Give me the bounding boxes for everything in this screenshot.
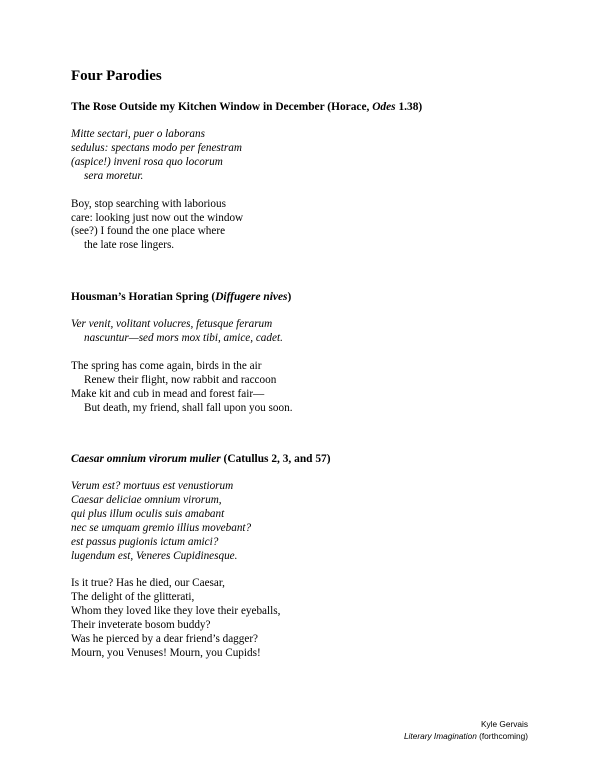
footer-status: (forthcoming) <box>476 731 528 741</box>
poem-title-part: ) <box>287 291 292 303</box>
english-line: Renew their flight, now rabbit and raccoon <box>84 373 277 386</box>
latin-line: sedulus: spectans modo per fenestram <box>71 141 242 154</box>
latin-line: lugendum est, Veneres Cupidinesque. <box>71 549 238 562</box>
poem-title-part: Diffugere nives <box>215 291 288 303</box>
english-line: But death, my friend, shall fall upon you soon. <box>84 401 293 414</box>
english-line: Whom they loved like they love their eyeballs, <box>71 605 281 618</box>
english-line: the late rose lingers. <box>84 239 175 252</box>
latin-stanza <box>71 128 541 184</box>
latin-line: est passus pugionis ictum amici? <box>71 535 219 548</box>
latin-line: Ver venit, volitant volucres, fetusque ferarum <box>71 318 273 330</box>
footer-publication <box>404 730 528 742</box>
latin-line: qui plus illum oculis suis amabant <box>71 507 225 520</box>
english-stanza <box>71 198 541 254</box>
poem-title <box>71 289 541 305</box>
poem-section <box>71 99 541 253</box>
page-title: Four Parodies <box>71 68 162 84</box>
poem-title-part: Caesar omnium virorum mulier <box>71 453 221 465</box>
poem-title-part: Housman’s Horatian Spring ( <box>71 291 216 303</box>
english-line: The spring has come again, birds in the air <box>71 359 262 372</box>
latin-stanza <box>71 318 541 346</box>
latin-line: Mitte sectari, puer o laborans <box>71 128 205 140</box>
poem-title-part: Odes <box>372 101 396 113</box>
english-line: Mourn, you Venuses! Mourn, you Cupids! <box>71 646 261 659</box>
latin-line: Caesar deliciae omnium virorum, <box>71 493 222 506</box>
footer-author: Kyle Gervais <box>480 719 528 729</box>
english-line: Make kit and cub in mead and forest fair— <box>71 387 265 400</box>
english-line: (see?) I found the one place where <box>71 225 226 238</box>
page-footer <box>404 718 528 742</box>
english-stanza <box>71 360 541 416</box>
latin-line: nascuntur—sed mors mox tibi, amice, cadet. <box>84 331 283 344</box>
english-line: Was he pierced by a dear friend’s dagger? <box>71 633 259 646</box>
poem-title-part: 1.38) <box>395 101 423 113</box>
english-line: Boy, stop searching with laborious <box>71 197 226 210</box>
footer-journal: Literary Imagination <box>403 731 477 741</box>
latin-line: sera moretur. <box>84 169 144 182</box>
english-line: care: looking just now out the window <box>71 211 244 224</box>
latin-line: (aspice!) inveni rosa quo locorum <box>71 155 223 168</box>
english-stanza <box>71 577 541 660</box>
english-line: Their inveterate bosom buddy? <box>71 619 211 632</box>
poem-title-part: (Catullus 2, 3, and 57) <box>220 453 331 465</box>
english-line: The delight of the glitterati, <box>71 591 195 604</box>
poem-title-part: The Rose Outside my Kitchen Window in December (Horace, <box>71 101 373 113</box>
poem-title <box>71 451 541 467</box>
latin-stanza <box>71 480 541 563</box>
latin-line: nec se umquam gremio illius movebant? <box>71 521 252 534</box>
poem-title <box>71 99 541 115</box>
poem-section <box>71 289 541 415</box>
poem-section <box>71 451 541 661</box>
english-line: Is it true? Has he died, our Caesar, <box>71 577 225 590</box>
latin-line: Verum est? mortuus est venustiorum <box>71 480 234 492</box>
